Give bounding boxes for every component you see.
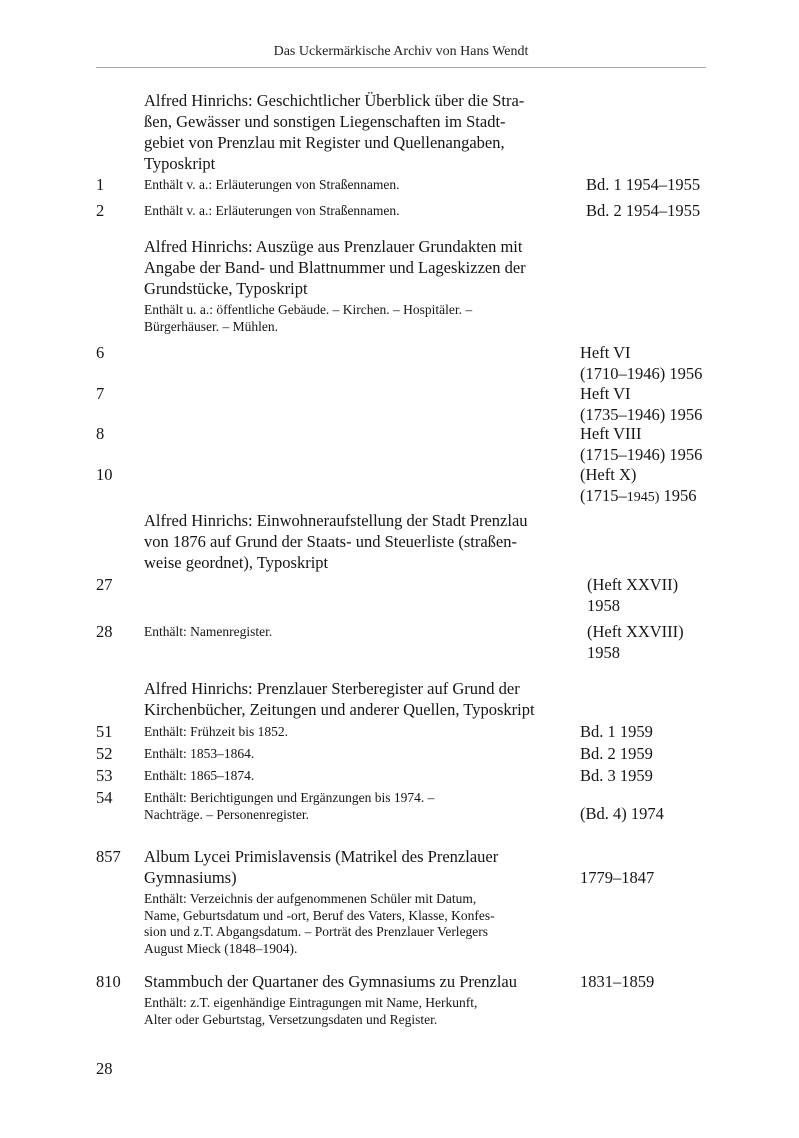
entry-date (580, 342, 702, 384)
note-line: Enthält: z.T. eigenhändige Eintragungen mit Name, Herkunft, (144, 995, 478, 1010)
entry-date (580, 423, 702, 465)
note-line: Enthält: Verzeichnis der aufgenommenen Schüler mit Datum, (144, 891, 477, 906)
record-date: 1831–1859 (580, 972, 655, 991)
title-line: Typoskript (144, 154, 216, 173)
record-title (144, 846, 559, 888)
entry-date: Bd. 2 1959 (580, 744, 653, 763)
entry-number: 28 (96, 622, 113, 641)
entry-number: 1 (96, 175, 105, 194)
date-line: 1958 (587, 596, 620, 615)
note-line: Enthält u. a.: öffentliche Gebäude. – Kirchen. – Hospitäler. – (144, 302, 473, 317)
entry-date (587, 621, 684, 663)
group-3-title (144, 510, 559, 573)
date-line: Heft VI (580, 343, 631, 362)
entry-number: 51 (96, 722, 113, 741)
entry-date (587, 574, 678, 616)
record-number: 810 (96, 972, 121, 991)
record-number: 857 (96, 847, 121, 866)
entry-number: 8 (96, 424, 105, 443)
group-2-title (144, 236, 559, 299)
title-line: Grundstücke, Typoskript (144, 279, 308, 298)
date-line: (Heft X) (580, 465, 637, 484)
note-line: August Mieck (1848–1904). (144, 940, 298, 956)
date-line: (1715–1946) 1956 (580, 445, 703, 464)
date-line (580, 485, 697, 508)
record-note (144, 891, 564, 957)
note-line: Bürgerhäuser. – Mühlen. (144, 318, 278, 334)
record-title (144, 971, 574, 992)
entry-number: 53 (96, 766, 113, 785)
entry-note: Enthält: 1865–1874. (144, 768, 255, 783)
group-1-title (144, 90, 559, 174)
title-line: Alfred Hinrichs: Einwohneraufstellung der Stadt Prenzlau (144, 511, 528, 530)
date-line: Heft VIII (580, 424, 642, 443)
date-line: (Heft XXVII) (587, 575, 679, 594)
note-line: Enthält: Berichtigungen und Ergänzungen bis 1974. – (144, 790, 435, 805)
title-line: Alfred Hinrichs: Prenzlauer Sterberegister auf Grund der (144, 679, 520, 698)
title-line: Gymnasiums) (144, 868, 237, 887)
group-4-title (144, 678, 574, 720)
entry-number: 6 (96, 343, 105, 362)
entry-number: 54 (96, 788, 113, 807)
date-line: (1710–1946) 1956 (580, 364, 703, 383)
date-part: 1945) (626, 490, 660, 505)
entry-number: 27 (96, 575, 113, 594)
note-line: sion und z.T. Abgangsdatum. – Porträt des Prenzlauer Verlegers (144, 924, 489, 939)
entry-note: Enthält v. a.: Erläuterungen von Straßennamen. (144, 177, 400, 192)
title-line: Kirchenbücher, Zeitungen und anderer Quellen, Typoskript (144, 700, 535, 719)
title-line: gebiet von Prenzlau mit Register und Quellenangaben, (144, 133, 505, 152)
date-line: (1735–1946) 1956 (580, 405, 703, 424)
title-line: von 1876 auf Grund der Staats- und Steuerliste (straßen- (144, 532, 517, 551)
title-line: Stammbuch der Quartaner des Gymnasiums zu Prenzlau (144, 972, 517, 991)
note-line: Name, Geburtsdatum und -ort, Beruf des Vaters, Klasse, Konfes- (144, 907, 495, 923)
entry-note: Enthält: Namenregister. (144, 624, 273, 639)
record-note (144, 995, 564, 1028)
entry-note: Enthält v. a.: Erläuterungen von Straßennamen. (144, 203, 400, 218)
date-line: Heft VI (580, 384, 631, 403)
entry-number: 7 (96, 384, 105, 403)
entry-date: Bd. 2 1954–1955 (586, 201, 701, 220)
record-date: 1779–1847 (580, 868, 655, 887)
entry-number: 10 (96, 465, 113, 484)
entry-note (144, 790, 564, 823)
entry-date: Bd. 3 1959 (580, 766, 653, 785)
title-line: ßen, Gewässer und sonstigen Liegenschaften im Stadt- (144, 112, 506, 131)
date-line: (Heft XXVIII) (587, 622, 684, 641)
entry-note: Enthält: Frühzeit bis 1852. (144, 724, 288, 739)
entry-date: Bd. 1 1954–1955 (586, 175, 701, 194)
entry-number: 52 (96, 744, 113, 763)
entry-date (580, 383, 702, 425)
header-rule (96, 67, 706, 68)
title-line: weise geordnet), Typoskript (144, 553, 329, 572)
date-line: 1958 (587, 643, 620, 662)
date-part: 1956 (659, 486, 697, 505)
date-part: (1715– (580, 486, 627, 505)
note-line: Alter oder Geburtstag, Versetzungsdaten und Register. (144, 1011, 438, 1027)
running-header: Das Uckermärkische Archiv von Hans Wendt (273, 44, 529, 59)
page-number: 28 (96, 1059, 113, 1078)
title-line: Album Lycei Primislavensis (Matrikel des Prenzlauer (144, 847, 499, 866)
group-2-note (144, 302, 564, 335)
title-line: Alfred Hinrichs: Geschichtlicher Überblick über die Stra- (144, 91, 525, 110)
entry-date: (Bd. 4) 1974 (580, 804, 664, 823)
entry-date (580, 464, 697, 508)
title-line: Angabe der Band- und Blattnummer und Lageskizzen der (144, 258, 526, 277)
entry-date: Bd. 1 1959 (580, 722, 653, 741)
entry-note: Enthält: 1853–1864. (144, 746, 255, 761)
entry-number: 2 (96, 201, 105, 220)
note-line: Nachträge. – Personenregister. (144, 806, 309, 822)
title-line: Alfred Hinrichs: Auszüge aus Prenzlauer Grundakten mit (144, 237, 523, 256)
